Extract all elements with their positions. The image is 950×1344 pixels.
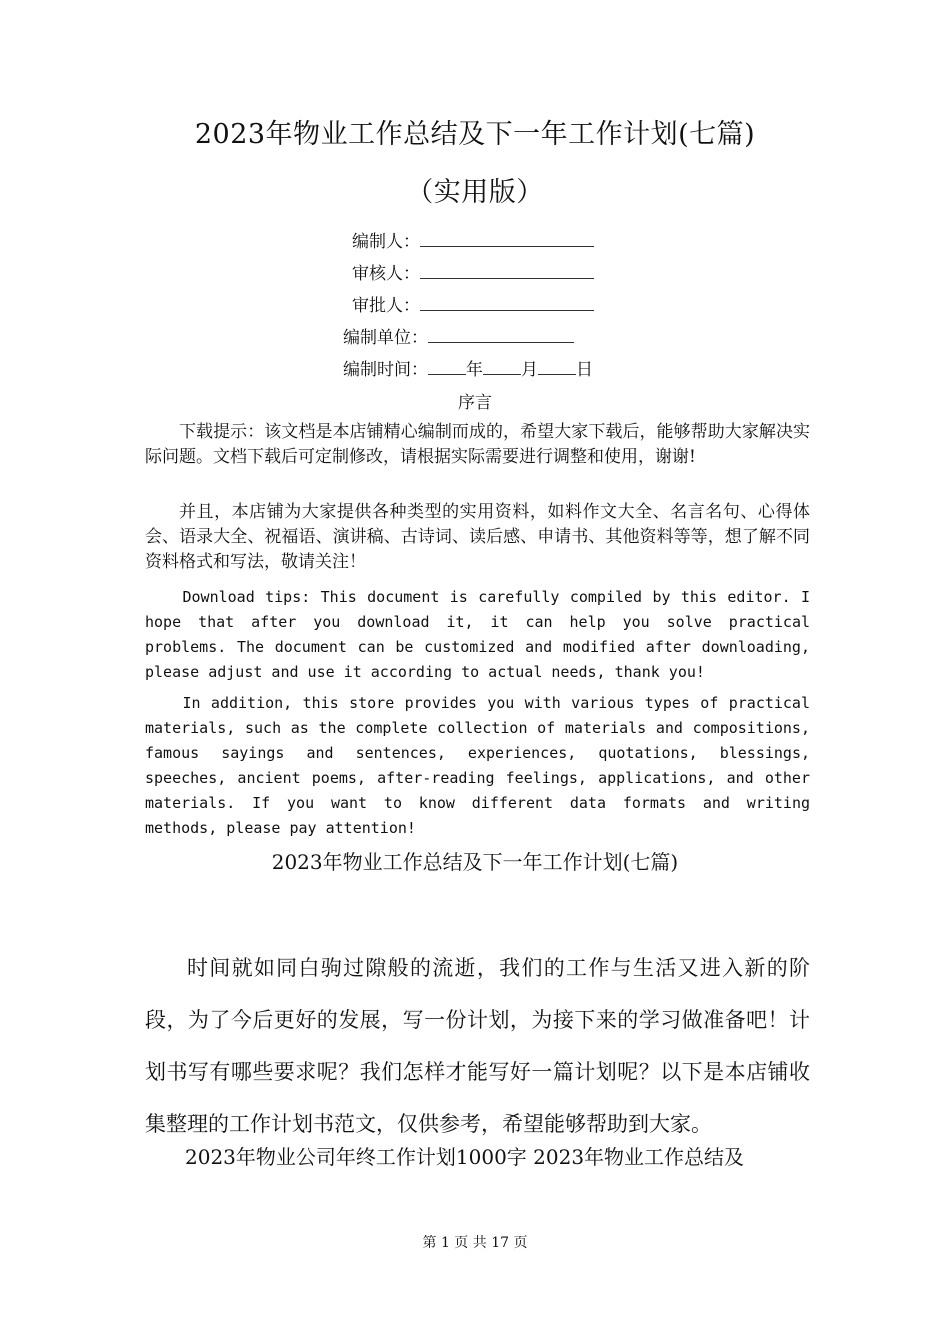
day-label: 日 (576, 360, 593, 380)
year-label: 年 (466, 360, 483, 380)
editor-label: 编制人： (352, 232, 420, 252)
preface-paragraph-zh-2: 并且，本店铺为大家提供各种类型的实用资料，如料作文大全、名言名句、心得体会、语录大全、祝福语、演讲稿、古诗词、读后感、申请书、其他资料等等，想了解不同资料格式和写法，敬请关注！ (145, 502, 810, 572)
reviewer-label: 审核人： (352, 264, 420, 284)
document-title: 2023年物业工作总结及下一年工作计划(七篇) (194, 119, 756, 150)
month-blank (483, 354, 521, 375)
preface-paragraph-zh-1: 下载提示：该文档是本店铺精心编制而成的，希望大家下载后，能够帮助大家解决实际问题。文档下载后可定制修改，请根据实际需要进行调整和使用，谢谢! (145, 422, 810, 467)
unit-label: 编制单位： (343, 328, 428, 348)
body-paragraph-2: 2023年物业公司年终工作计划1000字 2023年物业工作总结及 (185, 1145, 745, 1169)
unit-row (0, 322, 950, 354)
reviewer-row (0, 258, 950, 290)
preface-paragraph-en-2: In addition, this store provides you with various types of practical materials, such as the complete collection of materials and compositions, famous sayings and sentences, experiences, quotations, blessings, speeches, ancient poems, after-reading feelings, applications, and other materials. If you want to know different data formats and writing methods, please pay attention! (145, 694, 810, 837)
month-label: 月 (521, 360, 538, 380)
reviewer-blank (420, 258, 594, 279)
date-label: 编制时间： (343, 360, 428, 380)
body-paragraph: 时间就如同白驹过隙般的流逝，我们的工作与生活又进入新的阶段，为了今后更好的发展，写一份计划，为接下来的学习做准备吧！计划书写有哪些要求呢？我们怎样才能写好一篇计划呢？以下是本店铺收集整理的工作计划书范文，仅供参考，希望能够帮助到大家。 (145, 956, 810, 1136)
approver-blank (420, 290, 594, 311)
approver-row (0, 290, 950, 322)
editor-blank (420, 226, 594, 247)
document-subtitle: （实用版） (406, 177, 544, 208)
unit-blank (428, 322, 574, 343)
approver-label: 审批人： (352, 296, 420, 316)
meta-block (0, 226, 950, 386)
page-footer: 第 1 页 共 17 页 (422, 1235, 528, 1251)
section-title: 2023年物业工作总结及下一年工作计划(七篇) (271, 850, 679, 874)
day-blank (538, 354, 576, 375)
date-row (0, 354, 950, 386)
year-blank (428, 354, 466, 375)
preface-paragraph-en-1: Download tips: This document is carefully compiled by this editor. I hope that after you download it, it can help you solve practical problems. The document can be customized and modified after downloading, please adjust and use it according to actual needs, thank you! (145, 588, 810, 681)
preface-title: 序言 (458, 393, 492, 413)
editor-row (0, 226, 950, 258)
